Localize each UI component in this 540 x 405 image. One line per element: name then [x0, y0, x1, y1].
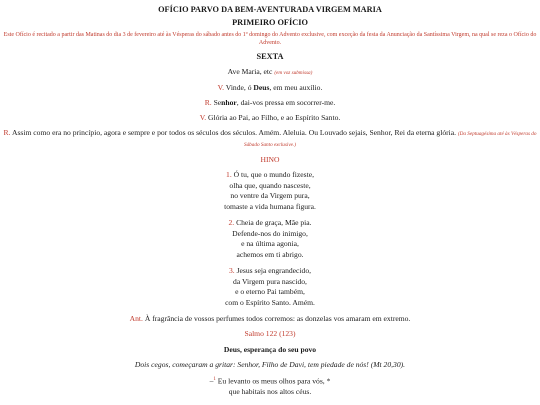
versicle-1-post: , em meu auxílio. [269, 83, 323, 92]
response-1-pre: Se [213, 98, 222, 107]
psalm-verse-1 [2, 375, 538, 398]
antiphon-mark: Ant. [129, 314, 143, 323]
verse-line: Eu levanto os meus olhos para vós, * [217, 376, 331, 386]
hymn-stanza-3 [2, 266, 538, 308]
stanza-line: Ó tu, que o mundo fizeste, [233, 170, 314, 179]
stanza-number: 3. [228, 266, 235, 275]
stanza-line: e o eterno Pai também, [235, 287, 305, 296]
versicle-1-pre: Vinde, ó [225, 83, 254, 92]
stanza-line: Defende-nos do inimigo, [232, 228, 308, 238]
stanza-line: com o Espírito Santo. Amém. [225, 297, 315, 307]
verse-number: 1 [213, 377, 216, 382]
stanza-line: tomaste a vida humana figura. [224, 201, 316, 211]
hymn-title: HINO [260, 155, 280, 164]
hour-title: SEXTA [256, 52, 284, 61]
stanza-line: Cheia de graça, Mãe pia. [236, 218, 312, 227]
response-1-post: , dai-vos pressa em socorrer-me. [236, 98, 336, 107]
verse-dash: – [209, 376, 214, 386]
versicle-mark: V. [199, 113, 207, 122]
hymn-stanza-1 [2, 170, 538, 212]
ave-line [2, 67, 538, 78]
ave-text: Ave Maria, etc [227, 67, 273, 76]
page-title: OFÍCIO PARVO DA BEM-AVENTURADA VIRGEM MARIA [158, 5, 382, 14]
stanza-line: e na última agonia, [241, 239, 299, 248]
versicle-mark: V. [217, 83, 225, 92]
verse-line: que habitais nos altos céus. [228, 387, 312, 397]
psalm-epigraph: Dois cegos, começaram a gritar: Senhor, Filho de Davi, tem piedade de nós! (Mt 20,30). [134, 360, 406, 369]
stanza-number: 2. [228, 218, 235, 227]
response-2-note: (Da Septuagésima até às Vésperas do Sábado Santo exclusive.) [243, 131, 537, 148]
response-mark: R. [3, 128, 11, 137]
ave-note: (em voz submissa) [274, 70, 313, 76]
versicle-2 [2, 113, 538, 123]
response-2-text: Assim como era no princípio, agora e sempre e por todos os séculos dos séculos. Amém. Aleluia. Ou Louvado sejais, Senhor, Rei da eterna glória. [11, 128, 457, 137]
stanza-line: achemos em ti abrigo. [236, 249, 304, 259]
response-1 [2, 98, 538, 108]
stanza-line: olha que, quando nasceste, [229, 180, 311, 190]
versicle-1-bold: Deus [253, 83, 270, 92]
stanza-number: 1. [226, 170, 232, 179]
response-mark: R. [204, 98, 212, 107]
stanza-line: Jesus seja engrandecido, [236, 266, 312, 275]
page-subtitle: PRIMEIRO OFÍCIO [232, 18, 308, 27]
stanza-line: da Virgem pura nascido, [233, 276, 307, 286]
response-2 [2, 128, 538, 150]
hymn-stanza-2 [2, 218, 538, 260]
antiphon-text: À fragrância de vossos perfumes todos corremos: as donzelas vos amaram em extremo. [144, 314, 411, 323]
psalm-title: Deus, esperança do seu povo [223, 345, 317, 354]
antiphon [2, 314, 538, 324]
stanza-line: no ventre da Virgem pura, [230, 191, 310, 200]
versicle-1 [2, 83, 538, 93]
rubric-intro: Este Ofício é recitado a partir das Matinas do dia 3 de fevereiro até às Vésperas do sábado antes do 1º domingo do Advento exclusive, com exceção da festa da Anunciação da Santíssima Virgem, na qual se reza o Ofício do Advento. [3, 32, 537, 46]
versicle-2-text: Glória ao Pai, ao Filho, e ao Espírito Santo. [208, 113, 341, 122]
response-1-bold: nhor [221, 98, 237, 107]
psalm-number: Salmo 122 (123) [244, 329, 296, 338]
